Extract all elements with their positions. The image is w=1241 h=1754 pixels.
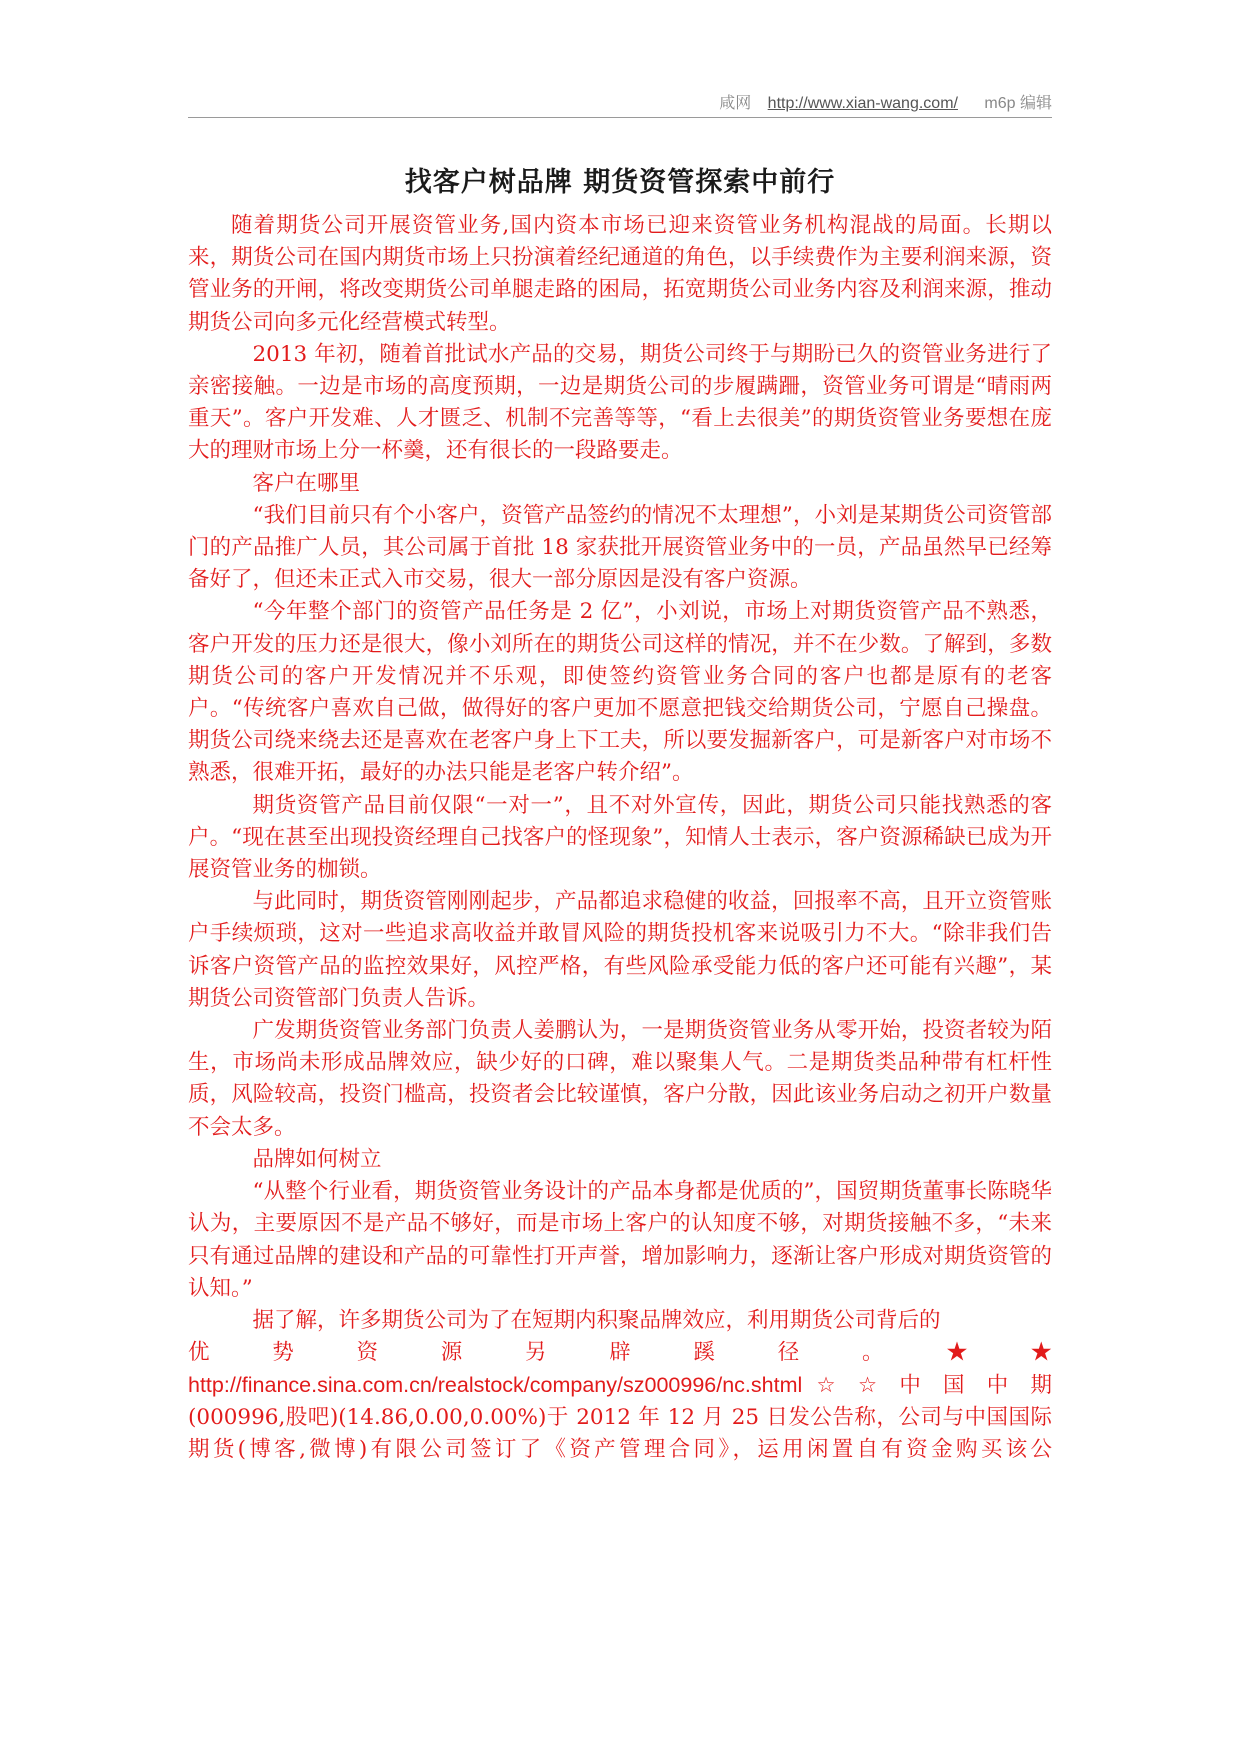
paragraph-line: 优 势 资 源 另 辟 蹊 径 。 ★ ★ xyxy=(188,1340,1052,1366)
paragraph: 随着期货公司开展资管业务,国内资本市场已迎来资管业务机构混战的局面。长期以来，期货公司在国内期货市场上只扮演着经纪通道的角色，以手续费作为主要利润来源，资管业务的开闸，将改变期货公司单腿走路的困局，拓宽期货公司业务内容及利润来源，推动期货公司向多元化经营模式转型。 xyxy=(188,213,1052,335)
header-divider xyxy=(188,117,1052,118)
site-name: 咸网 xyxy=(719,95,752,112)
article-title: 找客户树品牌 期货资管探索中前行 xyxy=(404,167,836,198)
paragraph: 广发期货资管业务部门负责人姜鹏认为，一是期货资管业务从零开始，投资者较为陌生，市场尚未形成品牌效应，缺少好的口碑，难以聚集人气。二是期货类品种带有杠杆性质，风险较高，投资门槛高，投资者会比较谨慎，客户分散，因此该业务启动之初开户数量不会太多。 xyxy=(188,1018,1052,1140)
stock-link-line: http://finance.sina.com.cn/realstock/company/sz000996/nc.shtml ☆ ☆ 中 国 中 期 xyxy=(188,1373,1052,1398)
paragraph-line: 期货(博客,微博)有限公司签订了《资产管理合同》，运用闲置自有资金购买该公 xyxy=(188,1436,1052,1462)
paragraph: 据了解，许多期货公司为了在短期内积聚品牌效应，利用期货公司背后的 xyxy=(252,1307,941,1333)
section-heading: 客户在哪里 xyxy=(252,470,361,496)
paragraph: “我们目前只有个小客户，资管产品签约的情况不太理想”，小刘是某期货公司资管部门的产品推广人员，其公司属于首批 18 家获批开展资管业务中的一员，产品虽然早已经筹备好了，但还未正式入市交易，很大一部分原因是没有客户资源。 xyxy=(188,502,1052,593)
editor-label: m6p 编辑 xyxy=(984,95,1052,112)
paragraph: 期货资管产品目前仅限“一对一”，且不对外宣传，因此，期货公司只能找熟悉的客户。“现在甚至出现投资经理自己找客户的怪现象”，知情人士表示，客户资源稀缺已成为开展资管业务的枷锁。 xyxy=(188,792,1052,883)
paragraph: “从整个行业看，期货资管业务设计的产品本身都是优质的”，国贸期货董事长陈晓华认为，主要原因不是产品不够好，而是市场上客户的认知度不够，对期货接触不多，“未来只有通过品牌的建设和产品的可靠性打开声誉，增加影响力，逐渐让客户形成对期货资管的认知。” xyxy=(188,1179,1052,1301)
paragraph: 2013 年初，随着首批试水产品的交易，期货公司终于与期盼已久的资管业务进行了亲密接触。一边是市场的高度预期，一边是期货公司的步履蹒跚，资管业务可谓是“晴雨两重天”。客户开发难、人才匮乏、机制不完善等等，“看上去很美”的期货资管业务要想在庞大的理财市场上分一杯羹，还有很长的一段路要走。 xyxy=(188,341,1052,464)
site-url-link[interactable]: http://www.xian-wang.com/ xyxy=(767,95,958,112)
paragraph-line: (000996,股吧)(14.86,0.00,0.00%)于 2012 年 12 月 25 日发公告称，公司与中国国际 xyxy=(188,1404,1052,1430)
paragraph: “今年整个部门的资管产品任务是 2 亿”，小刘说，市场上对期货资管产品不熟悉，客户开发的压力还是很大，像小刘所在的期货公司这样的情况，并不在少数。了解到，多数期货公司的客户开发情况并不乐观，即使签约资管业务合同的客户也都是原有的老客户。“传统客户喜欢自己做，做得好的客户更加不愿意把钱交给期货公司，宁愿自己操盘。期货公司绕来绕去还是喜欢在老客户身上下工夫，所以要发掘新客户，可是新客户对市场不熟悉，很难开拓，最好的办法只能是老客户转介绍”。 xyxy=(188,599,1052,786)
paragraph: 与此同时，期货资管刚刚起步，产品都追求稳健的收益，回报率不高，且开立资管账户手续烦琐，这对一些追求高收益并敢冒风险的期货投机客来说吸引力不大。“除非我们告诉客户资管产品的监控效果好，风控严格，有些风险承受能力低的客户还可能有兴趣”，某期货公司资管部门负责人告诉。 xyxy=(188,889,1052,1011)
section-heading: 品牌如何树立 xyxy=(252,1146,382,1172)
page-header xyxy=(0,90,1052,113)
article-body xyxy=(188,210,1052,1466)
